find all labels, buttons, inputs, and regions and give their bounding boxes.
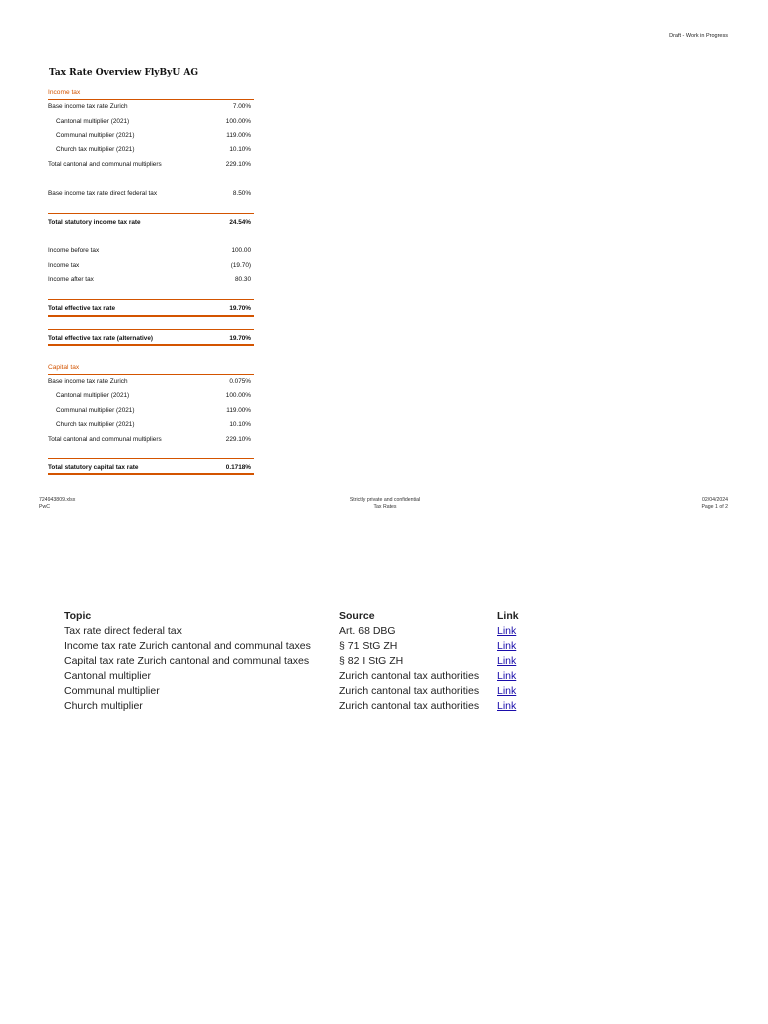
row-label: Base income tax rate direct federal tax: [48, 190, 158, 197]
row-value: 10.10%: [229, 146, 251, 153]
total-rule: [48, 315, 254, 317]
source-link[interactable]: Link: [497, 685, 517, 697]
source-cell: § 82 I StG ZH: [339, 655, 404, 667]
table-row: [48, 130, 254, 142]
row-value: 10.10%: [229, 421, 251, 428]
table-row: [48, 434, 254, 446]
total-rule: [48, 344, 254, 346]
row-label: Base income tax rate Zurich: [48, 378, 128, 385]
row-value: 100.00: [231, 247, 251, 254]
column-header-link: Link: [497, 610, 519, 622]
row-value: 0.1718%: [225, 464, 251, 471]
table-row: [48, 159, 254, 171]
row-value: 80.30: [235, 276, 251, 283]
topic-cell: Communal multiplier: [64, 685, 160, 697]
row-label: Total effective tax rate: [48, 305, 116, 312]
section-rule: [48, 374, 254, 375]
footer-confidential: Strictly private and confidential: [349, 497, 421, 503]
row-value: 19.70%: [229, 335, 251, 342]
row-value: 229.10%: [225, 161, 251, 168]
row-value: 119.00%: [226, 132, 251, 139]
total-row: [48, 217, 254, 229]
table-row: [48, 245, 254, 257]
table-row: [48, 144, 254, 156]
row-label: Cantonal multiplier (2021): [56, 392, 130, 399]
section-rule: [48, 99, 254, 100]
row-label: Total statutory capital tax rate: [48, 464, 139, 471]
topic-cell: Cantonal multiplier: [64, 670, 151, 682]
row-label: Communal multiplier (2021): [56, 132, 135, 139]
section-rule: [48, 213, 254, 214]
source-cell: Zurich cantonal tax authorities: [339, 700, 480, 712]
topic-cell: Church multiplier: [64, 700, 143, 712]
topic-cell: Tax rate direct federal tax: [64, 625, 182, 637]
source-link[interactable]: Link: [497, 655, 517, 667]
table-row: [48, 390, 254, 402]
total-rule: [48, 473, 254, 475]
draft-status-label: Draft - Work in Progress: [669, 33, 728, 39]
source-cell: Art. 68 DBG: [339, 625, 396, 637]
row-value: 229.10%: [225, 436, 251, 443]
row-label: Income before tax: [48, 247, 100, 254]
section-rule: [48, 299, 254, 300]
footer-date: 02/04/2024: [702, 497, 728, 503]
column-header-source: Source: [339, 610, 375, 622]
row-label: Base income tax rate Zurich: [48, 103, 128, 110]
source-link[interactable]: Link: [497, 700, 517, 712]
table-row: [48, 260, 254, 272]
row-value: 0.075%: [229, 378, 251, 385]
row-value: (19.70): [230, 262, 251, 269]
footer-org: PwC: [39, 504, 50, 510]
row-value: 24.54%: [229, 219, 251, 226]
row-label: Church tax multiplier (2021): [56, 421, 135, 428]
total-row: [48, 303, 254, 315]
table-row: [48, 376, 254, 388]
row-value: 100.00%: [225, 392, 251, 399]
footer-sheet-name: Tax Rates: [373, 504, 397, 510]
row-label: Income tax: [48, 262, 80, 269]
table-row: [48, 188, 254, 200]
table-row: [48, 405, 254, 417]
row-label: Total cantonal and communal multipliers: [48, 161, 162, 168]
table-row: [48, 101, 254, 113]
row-label: Income after tax: [48, 276, 94, 283]
page-title: Tax Rate Overview FlyByU AG: [49, 68, 199, 78]
footer-page-number: Page 1 of 2: [701, 504, 728, 510]
source-cell: Zurich cantonal tax authorities: [339, 685, 480, 697]
row-value: 19.70%: [229, 305, 251, 312]
source-cell: Zurich cantonal tax authorities: [339, 670, 480, 682]
table-row: [48, 274, 254, 286]
column-header-topic: Topic: [64, 610, 92, 622]
footer-right: [701, 497, 728, 511]
row-label: Church tax multiplier (2021): [56, 146, 135, 153]
row-label: Total statutory income tax rate: [48, 219, 141, 226]
source-cell: § 71 StG ZH: [339, 640, 398, 652]
row-label: Cantonal multiplier (2021): [56, 118, 130, 125]
row-value: 100.00%: [225, 118, 251, 125]
row-label: Total cantonal and communal multipliers: [48, 436, 162, 443]
source-link[interactable]: Link: [497, 670, 517, 682]
row-value: 7.00%: [232, 103, 251, 110]
footer-center: [330, 497, 440, 511]
topic-cell: Income tax rate Zurich cantonal and communal taxes: [64, 640, 311, 652]
capital-tax-section-label: Capital tax: [48, 364, 80, 371]
footer-left: [39, 497, 75, 511]
source-link[interactable]: Link: [497, 640, 517, 652]
topic-cell: Capital tax rate Zurich cantonal and communal taxes: [64, 655, 310, 667]
table-row: [48, 116, 254, 128]
section-rule: [48, 329, 254, 330]
row-label: Total effective tax rate (alternative): [48, 335, 154, 342]
row-value: 8.50%: [232, 190, 251, 197]
footer-file-name: 724943809.xlsx: [39, 497, 76, 503]
row-label: Communal multiplier (2021): [56, 407, 135, 414]
section-rule: [48, 458, 254, 459]
source-link[interactable]: Link: [497, 625, 517, 637]
income-tax-section-label: Income tax: [48, 89, 81, 96]
row-value: 119.00%: [226, 407, 251, 414]
table-row: [48, 419, 254, 431]
